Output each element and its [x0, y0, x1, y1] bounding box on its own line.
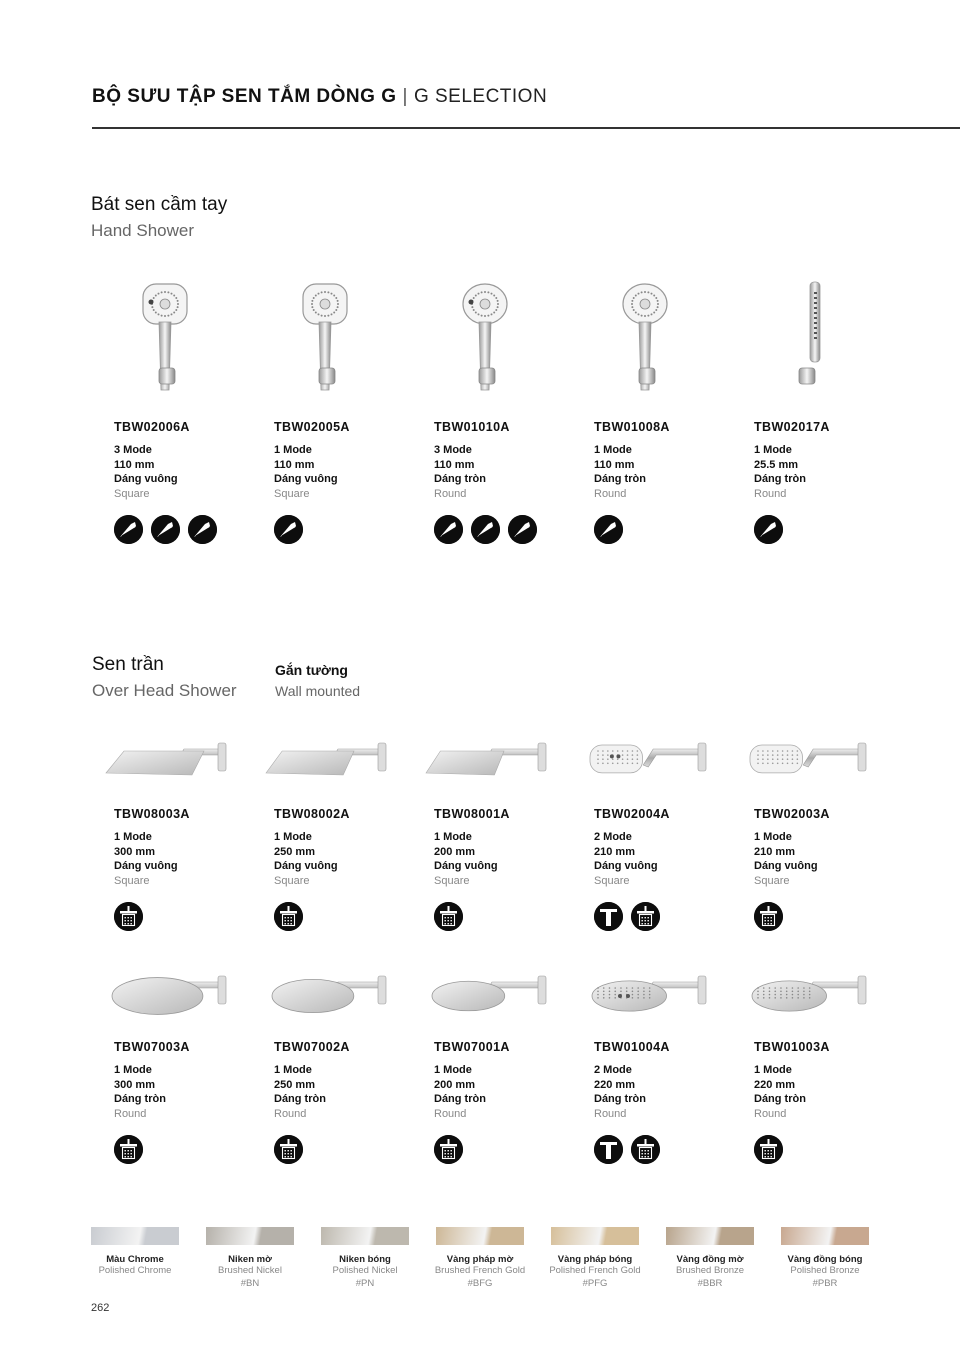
- product-shape-vn: Dáng tròn: [274, 1093, 326, 1106]
- spray-mode-icons: [114, 902, 224, 931]
- finish-swatch: [779, 1227, 871, 1290]
- product-image: [424, 968, 554, 1028]
- finish-name-vn: Vàng pháp mờ: [446, 1254, 514, 1265]
- finish-name-en: Brushed Nickel: [218, 1265, 282, 1276]
- overhead-shower-title: Sen trần: [92, 654, 164, 675]
- product-card: [114, 278, 264, 544]
- page-number: 262: [91, 1302, 110, 1314]
- product-shape-vn: Dáng vuông: [594, 860, 658, 873]
- spray-mode-icons: [754, 902, 864, 931]
- hand-shower-image: [744, 278, 874, 408]
- product-mode: 1 Mode: [274, 831, 312, 843]
- spray-mode-icon: [508, 515, 537, 544]
- rain-spray-icon: [754, 1135, 783, 1164]
- product-size: 220 mm: [594, 1078, 635, 1091]
- wall-mounted-title: Gắn tường: [275, 662, 348, 678]
- finish-name-vn: Niken bóng: [339, 1254, 391, 1265]
- finish-color-bar: [206, 1227, 294, 1245]
- finish-name-en: Polished Chrome: [98, 1265, 172, 1276]
- product-mode: 1 Mode: [434, 831, 472, 843]
- product-mode: 1 Mode: [274, 1064, 312, 1076]
- product-mode: 1 Mode: [434, 1064, 472, 1076]
- product-image: [744, 735, 874, 795]
- product-shape-en: Square: [434, 874, 470, 887]
- wall-mounted-subtitle: Wall mounted: [275, 683, 361, 699]
- product-size: 110 mm: [114, 458, 155, 471]
- center-spray-icon: [594, 902, 623, 931]
- product-code: TBW01010A: [434, 420, 510, 434]
- product-shape-en: Square: [274, 874, 310, 887]
- product-size: 250 mm: [274, 1078, 315, 1091]
- product-card: [594, 735, 744, 931]
- finish-name-vn: Màu Chrome: [106, 1254, 164, 1265]
- product-card: [434, 968, 584, 1164]
- finish-swatch: [319, 1227, 411, 1290]
- spray-mode-icon: [188, 515, 217, 544]
- spray-mode-icon: [594, 515, 623, 544]
- rain-spray-icon: [434, 902, 463, 931]
- finish-code: #PBR: [812, 1277, 838, 1289]
- product-shape-en: Round: [594, 487, 627, 500]
- product-card: [594, 968, 744, 1164]
- product-shape-vn: Dáng tròn: [594, 473, 646, 486]
- finish-swatch: [204, 1227, 296, 1290]
- product-code: TBW01004A: [594, 1040, 670, 1054]
- product-size: 110 mm: [594, 458, 635, 471]
- finish-color-bar: [551, 1227, 639, 1245]
- overhead-shower-image: [104, 735, 234, 795]
- product-shape-en: Round: [114, 1107, 147, 1120]
- finish-color-bar: [781, 1227, 869, 1245]
- overhead-shower-image: [424, 968, 554, 1028]
- product-shape-vn: Dáng tròn: [594, 1093, 646, 1106]
- product-size: 110 mm: [434, 458, 475, 471]
- product-image: [744, 968, 874, 1028]
- product-shape-vn: Dáng tròn: [754, 1093, 806, 1106]
- product-image: [584, 735, 714, 795]
- product-shape-en: Round: [274, 1107, 307, 1120]
- spray-mode-icons: [594, 515, 704, 544]
- product-shape-vn: Dáng vuông: [274, 860, 338, 873]
- product-image: [104, 278, 234, 408]
- product-shape-en: Round: [754, 487, 787, 500]
- product-mode: 3 Mode: [114, 444, 152, 456]
- product-code: TBW02017A: [754, 420, 830, 434]
- product-size: 25.5 mm: [754, 458, 799, 471]
- finish-color-bar: [91, 1227, 179, 1245]
- product-image: [584, 968, 714, 1028]
- product-image: [424, 278, 554, 408]
- finish-code: #PN: [355, 1277, 375, 1289]
- product-size: 220 mm: [754, 1078, 795, 1091]
- page-header: [92, 86, 547, 108]
- hand-shower-image: [584, 278, 714, 408]
- product-size: 210 mm: [754, 845, 795, 858]
- product-mode: 3 Mode: [434, 444, 472, 456]
- spray-mode-icons: [594, 902, 704, 931]
- spray-mode-icons: [274, 902, 384, 931]
- product-shape-en: Square: [754, 874, 790, 887]
- rain-spray-icon: [114, 902, 143, 931]
- finish-name-vn: Niken mờ: [228, 1254, 272, 1265]
- product-shape-en: Square: [114, 874, 150, 887]
- header-title-en: G SELECTION: [413, 86, 548, 107]
- product-card: [114, 968, 264, 1164]
- spray-mode-icons: [434, 902, 544, 931]
- finish-name-en: Brushed Bronze: [675, 1265, 745, 1276]
- spray-mode-icons: [594, 1135, 704, 1164]
- product-code: TBW07001A: [434, 1040, 510, 1054]
- finish-name-en: Polished French Gold: [549, 1265, 641, 1276]
- product-image: [584, 278, 714, 408]
- product-shape-vn: Dáng vuông: [114, 860, 178, 873]
- finish-color-bar: [666, 1227, 754, 1245]
- product-shape-vn: Dáng vuông: [754, 860, 818, 873]
- overhead-shower-image: [264, 968, 394, 1028]
- finish-swatch: [664, 1227, 756, 1290]
- spray-mode-icons: [274, 515, 384, 544]
- product-mode: 2 Mode: [594, 831, 632, 843]
- product-shape-vn: Dáng tròn: [754, 473, 806, 486]
- finish-swatch: [434, 1227, 526, 1290]
- finish-swatch: [89, 1227, 181, 1278]
- product-mode: 1 Mode: [754, 831, 792, 843]
- product-shape-en: Round: [434, 1107, 467, 1120]
- overhead-shower-image: [744, 735, 874, 795]
- spray-mode-icons: [754, 1135, 864, 1164]
- product-mode: 1 Mode: [754, 1064, 792, 1076]
- product-card: [114, 735, 264, 931]
- product-mode: 1 Mode: [114, 831, 152, 843]
- product-shape-vn: Dáng vuông: [114, 473, 178, 486]
- overhead-shower-image: [744, 968, 874, 1028]
- product-code: TBW02005A: [274, 420, 350, 434]
- product-shape-en: Square: [114, 487, 150, 500]
- product-card: [274, 735, 424, 931]
- header-title-vn: BỘ SƯU TẬP SEN TẮM DÒNG G: [92, 86, 397, 107]
- spray-mode-icon: [754, 515, 783, 544]
- product-shape-vn: Dáng tròn: [434, 473, 486, 486]
- product-mode: 2 Mode: [594, 1064, 632, 1076]
- product-card: [274, 968, 424, 1164]
- product-shape-en: Square: [274, 487, 310, 500]
- spray-mode-icons: [434, 1135, 544, 1164]
- product-image: [424, 735, 554, 795]
- product-mode: 1 Mode: [274, 444, 312, 456]
- product-card: [434, 735, 584, 931]
- product-shape-vn: Dáng vuông: [434, 860, 498, 873]
- product-shape-vn: Dáng vuông: [274, 473, 338, 486]
- product-code: TBW08003A: [114, 807, 190, 821]
- product-card: [754, 278, 904, 544]
- product-shape-en: Round: [754, 1107, 787, 1120]
- rain-spray-icon: [631, 1135, 660, 1164]
- hand-shower-image: [264, 278, 394, 408]
- overhead-shower-image: [424, 735, 554, 795]
- spray-mode-icon: [151, 515, 180, 544]
- spray-mode-icons: [114, 1135, 224, 1164]
- rain-spray-icon: [274, 1135, 303, 1164]
- product-image: [104, 735, 234, 795]
- rain-spray-icon: [434, 1135, 463, 1164]
- header-separator: |: [402, 86, 408, 107]
- spray-mode-icons: [434, 515, 544, 544]
- product-card: [594, 278, 744, 544]
- finish-name-en: Polished Nickel: [332, 1265, 398, 1276]
- finish-name-vn: Vàng đồng bóng: [787, 1254, 863, 1265]
- product-shape-en: Round: [434, 487, 467, 500]
- spray-mode-icon: [434, 515, 463, 544]
- product-image: [264, 968, 394, 1028]
- finish-name-en: Brushed French Gold: [434, 1265, 526, 1276]
- product-card: [274, 278, 424, 544]
- spray-mode-icon: [114, 515, 143, 544]
- hand-shower-image: [104, 278, 234, 408]
- product-code: TBW01008A: [594, 420, 670, 434]
- finish-swatch: [549, 1227, 641, 1290]
- overhead-shower-image: [584, 735, 714, 795]
- product-size: 250 mm: [274, 845, 315, 858]
- finish-code: #BN: [240, 1277, 260, 1289]
- header-rule: [92, 127, 960, 129]
- product-shape-vn: Dáng tròn: [434, 1093, 486, 1106]
- product-code: TBW08002A: [274, 807, 350, 821]
- product-size: 300 mm: [114, 845, 155, 858]
- hand-shower-title: Bát sen cầm tay: [91, 194, 228, 215]
- overhead-shower-subtitle: Over Head Shower: [92, 681, 237, 700]
- product-card: [434, 278, 584, 544]
- product-image: [104, 968, 234, 1028]
- product-image: [264, 278, 394, 408]
- product-size: 200 mm: [434, 1078, 475, 1091]
- product-code: TBW02006A: [114, 420, 190, 434]
- rain-spray-icon: [631, 902, 660, 931]
- finish-code: #PFG: [582, 1277, 608, 1289]
- rain-spray-icon: [274, 902, 303, 931]
- product-code: TBW07002A: [274, 1040, 350, 1054]
- product-code: TBW07003A: [114, 1040, 190, 1054]
- product-image: [744, 278, 874, 408]
- finish-color-bar: [436, 1227, 524, 1245]
- rain-spray-icon: [114, 1135, 143, 1164]
- spray-mode-icons: [274, 1135, 384, 1164]
- rain-spray-icon: [754, 902, 783, 931]
- product-shape-en: Square: [594, 874, 630, 887]
- overhead-shower-image: [584, 968, 714, 1028]
- product-mode: 1 Mode: [754, 444, 792, 456]
- product-size: 300 mm: [114, 1078, 155, 1091]
- spray-mode-icons: [114, 515, 224, 544]
- product-mode: 1 Mode: [114, 1064, 152, 1076]
- product-card: [754, 735, 904, 931]
- product-card: [754, 968, 904, 1164]
- overhead-shower-image: [264, 735, 394, 795]
- spray-mode-icon: [471, 515, 500, 544]
- hand-shower-image: [424, 278, 554, 408]
- product-size: 110 mm: [274, 458, 315, 471]
- product-image: [264, 735, 394, 795]
- product-size: 200 mm: [434, 845, 475, 858]
- hand-shower-subtitle: Hand Shower: [91, 221, 195, 240]
- finish-code: #BFG: [467, 1277, 493, 1289]
- product-code: TBW02004A: [594, 807, 670, 821]
- product-mode: 1 Mode: [594, 444, 632, 456]
- product-shape-en: Round: [594, 1107, 627, 1120]
- product-code: TBW01003A: [754, 1040, 830, 1054]
- finish-color-bar: [321, 1227, 409, 1245]
- product-code: TBW08001A: [434, 807, 510, 821]
- finish-name-en: Polished Bronze: [790, 1265, 860, 1276]
- center-spray-icon: [594, 1135, 623, 1164]
- spray-mode-icon: [274, 515, 303, 544]
- finish-name-vn: Vàng pháp bóng: [557, 1254, 633, 1265]
- finish-code: #BBR: [697, 1277, 723, 1289]
- overhead-shower-image: [104, 968, 234, 1028]
- spray-mode-icons: [754, 515, 864, 544]
- finish-name-vn: Vàng đồng mờ: [676, 1254, 744, 1265]
- product-code: TBW02003A: [754, 807, 830, 821]
- product-size: 210 mm: [594, 845, 635, 858]
- product-shape-vn: Dáng tròn: [114, 1093, 166, 1106]
